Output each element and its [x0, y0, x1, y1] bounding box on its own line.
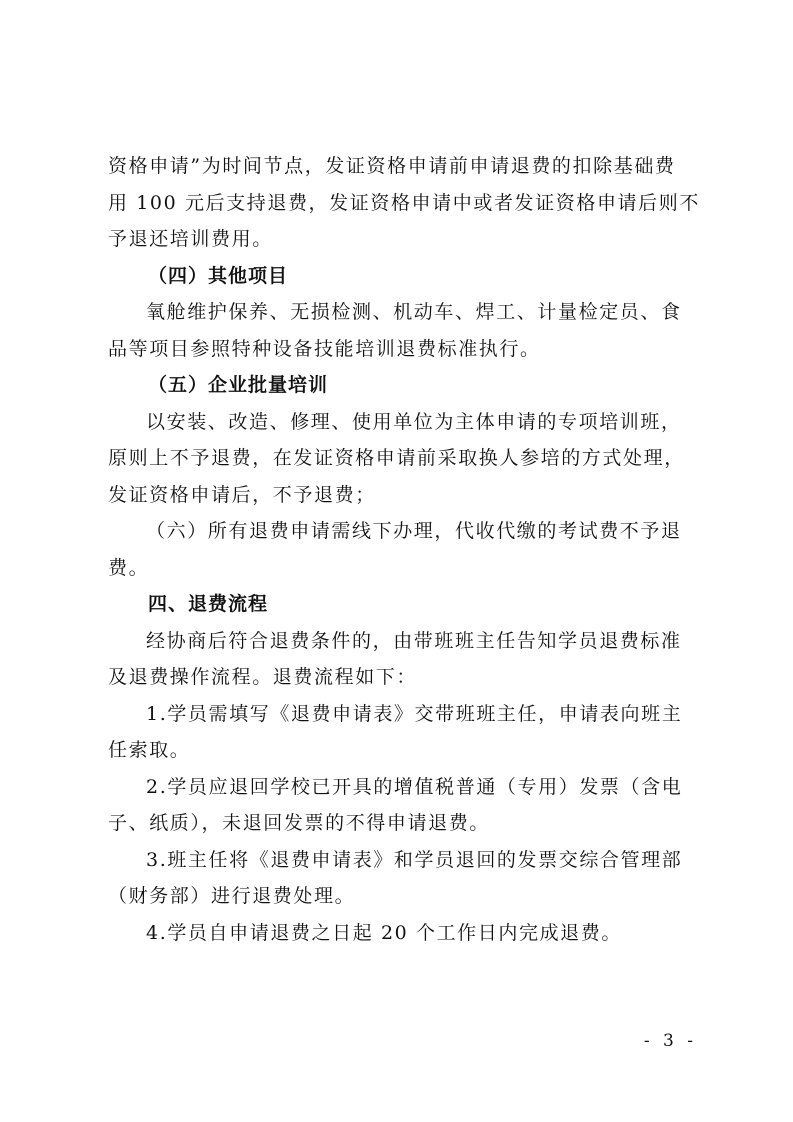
text-line: 以安装、改造、修理、使用单位为主体申请的专项培训班，: [146, 410, 682, 433]
text-line: 4.学员自申请退费之日起 20 个工作日内完成退费。: [146, 921, 622, 944]
text-line: 3.班主任将《退费申请表》和学员退回的发票交综合管理部: [146, 848, 683, 871]
text-line: 经协商后符合退费条件的，由带班班主任告知学员退费标准: [146, 629, 682, 652]
page-number: - 3 -: [643, 1031, 697, 1051]
text-line: 1.学员需填写《退费申请表》交带班班主任，申请表向班主: [146, 702, 683, 725]
text-line: 予退还培训费用。: [108, 228, 273, 250]
section-heading-other-items: （四）其他项目: [148, 264, 289, 287]
text-line: 费。: [108, 556, 150, 579]
text-line: （六）所有退费申请需线下办理，代收代缴的考试费不予退: [146, 520, 682, 542]
text-line: 任索取。: [108, 739, 191, 761]
section-heading-batch-training: （五）企业批量培训: [148, 374, 329, 396]
text-line: 品等项目参照特种设备技能培训退费标准执行。: [108, 337, 541, 360]
section-heading-refund-process: 四、退费流程: [148, 593, 269, 615]
text-line: 发证资格申请后，不予退费；: [108, 483, 376, 506]
document-body: [108, 148, 700, 951]
text-line: 用 100 元后支持退费，发证资格申请中或者发证资格申请后则不: [108, 191, 700, 214]
text-line: 及退费操作流程。退费流程如下：: [108, 666, 418, 688]
text-line: 2.学员应退回学校已开具的增值税普通（专用）发票（含电: [146, 775, 683, 798]
text-line: 资格申请”为时间节点，发证资格申请前申请退费的扣除基础费: [108, 155, 676, 177]
text-line: 氧舱维护保养、无损检测、机动车、焊工、计量检定员、食: [146, 301, 682, 323]
text-line: 子、纸质），未退回发票的不得申请退费。: [108, 812, 490, 834]
text-line: 原则上不予退费，在发证资格申请前采取换人参培的方式处理，: [108, 447, 685, 469]
text-line: （财务部）进行退费处理。: [108, 885, 356, 907]
